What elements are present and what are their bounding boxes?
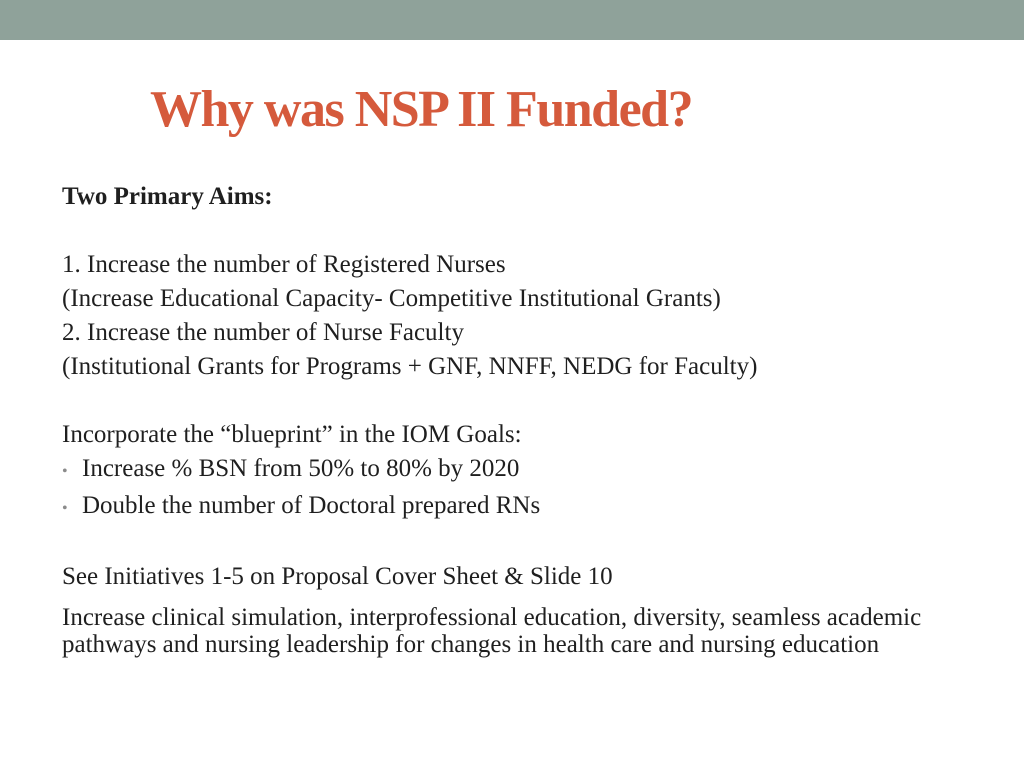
bullet-dot-icon: • <box>62 463 68 480</box>
spacer <box>62 214 962 248</box>
spacer <box>62 526 962 560</box>
initiatives-text: See Initiatives 1-5 on Proposal Cover Sheet & Slide 10 <box>62 563 613 590</box>
slide-title: Why was NSP II Funded? <box>150 81 693 138</box>
blueprint-intro: Incorporate the “blueprint” in the IOM Goals: <box>62 421 522 448</box>
aim-line: 1. Increase the number of Registered Nurses <box>62 251 506 278</box>
aim-line: (Institutional Grants for Programs + GNF, NNFF, NEDG for Faculty) <box>62 353 758 380</box>
bullet-item <box>62 452 962 489</box>
closing-paragraph: Increase clinical simulation, interprofessional education, diversity, seamless academic pathways and nursing leadership for changes in health care and nursing education <box>62 604 922 658</box>
aim-line: 2. Increase the number of Nurse Faculty <box>62 319 464 346</box>
bullet-text: Increase % BSN from 50% to 80% by 2020 <box>82 455 520 482</box>
top-accent-bar <box>0 0 1024 40</box>
bullet-dot-icon: • <box>62 500 68 517</box>
aim-line: (Increase Educational Capacity- Competitive Institutional Grants) <box>62 285 721 312</box>
aims-heading: Two Primary Aims: <box>62 183 273 210</box>
slide-content <box>62 180 962 658</box>
bullet-item <box>62 489 962 526</box>
spacer <box>62 384 962 418</box>
bullet-text: Double the number of Doctoral prepared RNs <box>82 492 541 519</box>
